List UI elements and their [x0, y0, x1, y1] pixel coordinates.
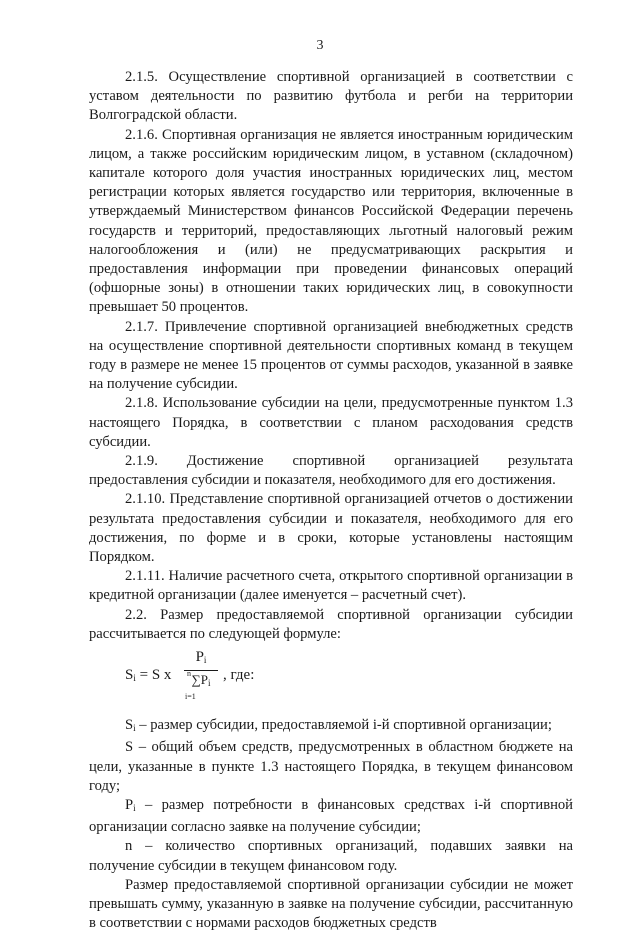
paragraph-2-2: 2.2. Размер предоставляемой спортивной организации субсидии рассчитывается по следующей формуле:	[89, 606, 573, 642]
paragraph-2-1-5: 2.1.5. Осуществление спортивной организацией в соответствии с уставом деятельности по развитию футбола и регби на территории Волгоградской области.	[89, 69, 573, 124]
paragraph-2-1-6: 2.1.6. Спортивная организация не является иностранным юридическим лицом, а также российским юридическим лицом, в уставном (складочном) капитале которого доля участия иностранных юридических лиц, местом регистрации которых является государство или территория, включенные в утверждаемый Министерством финансов Российской Федерации перечень государств и территорий, предоставляющих льготный налоговый режим налогообложения и (или) не предусматривающих раскрытия и предоставления информации при проведении финансовых операций (офшорные зоны) в отношении таких юридических лиц, в совокупности превышает 50 процентов.	[89, 126, 573, 316]
formula-lhs: $S_i = S$ x	[125, 667, 176, 684]
paragraph-limit: Размер предоставляемой спортивной организации субсидии не может превышать сумму, указанную в заявке на получение субсидии, рассчитанную в соответствии с нормами расходов бюджетных средств	[89, 876, 573, 932]
formula-denominator: n $\sum P_i$ i=1	[184, 672, 218, 691]
formula-numerator: $P_i$	[195, 649, 207, 666]
paragraph-2-1-9: 2.1.9. Достижение спортивной организацией результата предоставления субсидии и показателя, необходимого для его достижения.	[89, 453, 573, 489]
definition-si: $S_i$ – размер субсидии, предоставляемой i-й спортивной организации;	[125, 717, 552, 734]
definition-pi: $P_i$ – размер потребности в финансовых средствах i-й спортивной организации согласно заявке на получение субсидии;	[89, 796, 573, 836]
definition-n: n – количество спортивных организаций, подавших заявки на получение субсидии в текущем финансовом году.	[89, 838, 573, 874]
sum-lower-limit: i=1	[185, 692, 196, 702]
sum-upper-limit: n	[187, 669, 191, 679]
paragraph-2-1-8: 2.1.8. Использование субсидии на цели, предусмотренные пунктом 1.3 настоящего Порядка, в соответствии с планом расходования средств субсидии.	[89, 395, 573, 450]
formula-suffix: , где:	[223, 667, 255, 684]
page-number: 3	[316, 38, 324, 53]
subsidy-formula	[89, 646, 573, 710]
definition-s: S – общий объем средств, предусмотренных в областном бюджете на цели, указанные в пункте 1.3 настоящего Порядка, в текущем финансовом году;	[89, 739, 573, 794]
paragraph-2-1-7: 2.1.7. Привлечение спортивной организацией внебюджетных средств на осуществление спортивной деятельности спортивных команд в текущем году в размере не менее 15 процентов от суммы расходов, указанной в заявке на получение субсидии.	[89, 318, 573, 393]
formula-fraction	[184, 648, 218, 702]
paragraph-2-1-10: 2.1.10. Представление спортивной организацией отчетов о достижении результата предоставления субсидии и показателя, необходимого для его достижения, по форме и в сроки, которые установлены настоящим Порядком.	[89, 491, 573, 566]
document-body	[89, 68, 573, 933]
paragraph-2-1-11: 2.1.11. Наличие расчетного счета, открытого спортивной организации в кредитной организации (далее именуется – расчетный счет).	[89, 568, 573, 604]
